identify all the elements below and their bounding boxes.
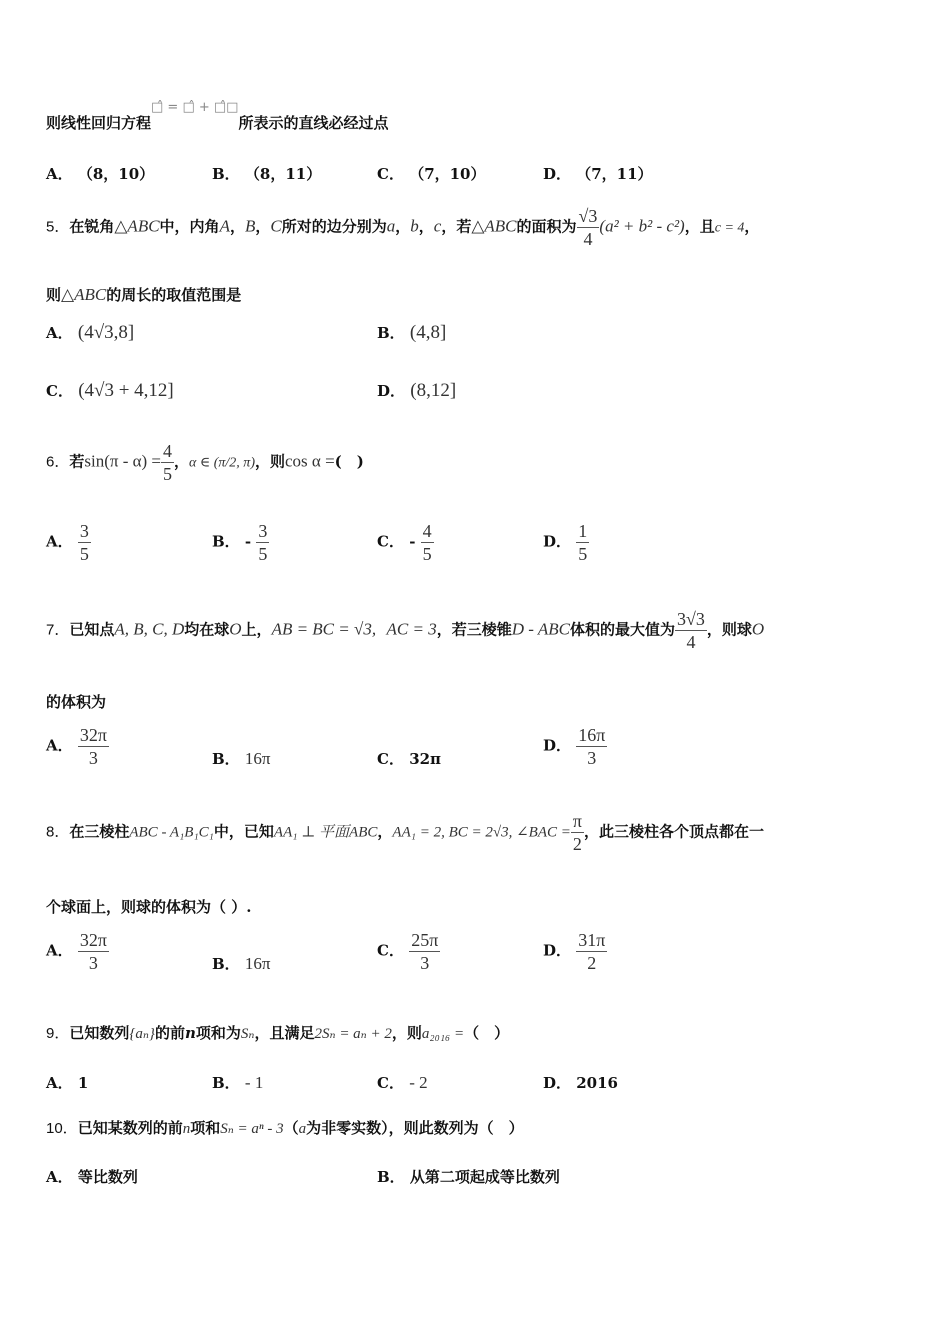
option-label: B． <box>212 955 240 973</box>
option-fraction <box>256 520 269 565</box>
option-text: - 1 <box>244 1073 264 1092</box>
option-fraction <box>78 929 109 974</box>
option-fraction <box>421 520 434 565</box>
frac-num: 31π <box>578 930 606 950</box>
option-label: D． <box>543 165 572 183</box>
q9-ask: a₂₀₁₆ = <box>421 1026 465 1042</box>
q7-stem-line2 <box>46 691 910 712</box>
q7-text: 上， <box>241 620 272 639</box>
frac-den: 5 <box>163 464 173 484</box>
var-a: a <box>298 1121 307 1137</box>
q10-text: 已知某数列的前 <box>77 1119 183 1137</box>
q10-text: 为非零实数），则此数列为（ ） <box>306 1119 524 1137</box>
option-text: 1 <box>77 1074 89 1092</box>
option-fraction <box>576 929 607 974</box>
q7-option-c[interactable] <box>377 748 441 769</box>
frac-num: 16π <box>578 725 606 745</box>
option-label: C． <box>377 941 404 960</box>
option-label: C． <box>377 532 404 551</box>
option-label: A． <box>46 532 73 551</box>
q5-text: ，且 <box>684 217 715 236</box>
option-fraction <box>576 520 589 565</box>
q7-text: 已知点 <box>69 620 115 639</box>
question-number: 7． <box>46 621 70 639</box>
frac-num: 3√3 <box>677 609 705 629</box>
option-label: D． <box>543 1074 572 1092</box>
q10-option-b[interactable] <box>377 1166 560 1187</box>
q4-equation: □̂ = □̂ + □̂□ <box>151 100 239 115</box>
q7-text: ，则球 <box>706 620 752 639</box>
option-expr: (4√3,8] <box>77 322 135 343</box>
angle-fraction <box>571 810 584 855</box>
frac-num: 32π <box>79 725 107 745</box>
option-label: B． <box>212 1074 240 1092</box>
option-label: D． <box>377 382 406 400</box>
q9-option-b[interactable] <box>212 1072 263 1093</box>
sphere-o: O <box>751 619 765 639</box>
option-label: D． <box>543 736 572 755</box>
q6-ask: cos α = <box>285 451 335 471</box>
frac-den: 5 <box>258 544 268 564</box>
option-label: A． <box>46 736 73 755</box>
question-number: 10． <box>46 1120 78 1137</box>
q5-text: 在锐角 <box>69 217 115 236</box>
q9-option-d[interactable] <box>543 1072 618 1093</box>
q9-stem <box>46 1022 910 1043</box>
question-number: 6． <box>46 453 70 471</box>
triangle-abc: △ABC <box>114 216 160 236</box>
sequence: {aₙ} <box>129 1026 155 1042</box>
q8-condition: AA₁ = 2, BC = 2√3, ∠BAC = <box>392 824 571 841</box>
q4-option-d[interactable] <box>543 163 653 184</box>
option-expr: (4√3 + 4,12] <box>78 380 174 401</box>
q4-text-tail: 所表示的直线必经过点 <box>238 114 389 132</box>
q6-option-b[interactable] <box>212 520 269 565</box>
q4-option-c[interactable] <box>377 163 486 184</box>
q5-option-a[interactable] <box>46 322 134 344</box>
q8-option-b[interactable] <box>212 953 271 974</box>
question-number: 9． <box>46 1025 70 1042</box>
option-text: （8，10） <box>77 165 155 183</box>
q9-option-c[interactable] <box>377 1072 428 1093</box>
frac-den: 4 <box>583 229 593 249</box>
option-text: 16π <box>244 749 271 768</box>
q4-option-b[interactable] <box>212 163 321 184</box>
var-a: a <box>386 216 396 236</box>
option-sign: - <box>244 532 252 551</box>
option-text: 16π <box>244 954 271 973</box>
option-text: 32π <box>409 750 442 768</box>
q6-stem: 6．若sin(π - α) = $\frac{4}{5}$ ，α ∈ (π/2, π)，则cos α =( ) <box>46 441 364 484</box>
q10-option-a[interactable] <box>46 1166 138 1187</box>
sphere-o: O <box>229 619 242 639</box>
frac-den: 5 <box>578 544 588 564</box>
var-b: b <box>410 216 419 236</box>
frac-num: 1 <box>578 521 588 541</box>
option-label: B． <box>212 165 240 183</box>
q5-text: 的面积为 <box>516 217 577 236</box>
frac-den: 3 <box>88 748 98 768</box>
answer-blank: ( ) <box>334 452 364 471</box>
var-a-cap: A <box>219 216 230 236</box>
q8-text: ，此三棱柱各个顶点都在一 <box>583 822 764 841</box>
option-fraction <box>409 929 440 974</box>
option-label: A． <box>46 324 73 342</box>
q6-lhs: sin(π - α) = <box>84 451 162 471</box>
q10-text: （ <box>283 1119 299 1137</box>
q9-text: 项和为 <box>195 1024 241 1042</box>
q9-relation: 2Sₙ = aₙ + 2 <box>314 1026 392 1042</box>
q7-option-a[interactable] <box>46 724 109 769</box>
q7-points: A, B, C, D <box>114 619 185 639</box>
triangle-abc: △ABC <box>61 285 107 304</box>
frac-num: 4 <box>422 521 432 541</box>
option-text: （8，11） <box>244 165 322 183</box>
q9-text: 的前 <box>154 1024 185 1042</box>
var-sn: Sₙ <box>240 1026 255 1042</box>
q9-text: ，则 <box>391 1024 422 1042</box>
q7-text: ，若三棱锥 <box>436 620 512 639</box>
option-label: C． <box>377 750 404 768</box>
option-label: A． <box>46 1074 73 1092</box>
pyramid: D - ABC <box>511 619 570 639</box>
area-expression: (a² + b² - c²) <box>599 216 685 236</box>
option-text: 等比数列 <box>77 1168 138 1186</box>
question-number: 5． <box>46 218 70 236</box>
area-fraction <box>577 205 600 250</box>
q6-option-c[interactable] <box>377 520 434 565</box>
q6-rhs-fraction <box>161 440 174 485</box>
frac-den: 3 <box>587 748 597 768</box>
option-text: （7，11） <box>576 165 653 183</box>
option-label: A． <box>46 1168 73 1186</box>
frac-num: 3 <box>79 521 89 541</box>
frac-den: 5 <box>79 544 89 564</box>
option-expr: (4,8] <box>409 322 447 343</box>
question-number: 8． <box>46 823 70 841</box>
q5-text: ，若 <box>441 217 472 236</box>
q4-option-a[interactable] <box>46 163 154 184</box>
q5-text: 则 <box>46 286 62 304</box>
q6-text: ，则 <box>254 452 285 471</box>
option-label: B． <box>212 750 240 768</box>
volume-fraction <box>675 608 707 653</box>
option-label: B． <box>212 532 240 551</box>
option-label: C． <box>377 165 404 183</box>
q5-stem-line2 <box>46 284 910 305</box>
q6-option-d[interactable] <box>543 520 589 565</box>
option-label: C． <box>377 1074 404 1092</box>
option-fraction <box>78 724 109 769</box>
q7-eq1: AB = BC = √3, <box>271 619 377 639</box>
option-label: B． <box>377 324 405 342</box>
q7-text: 均在球 <box>184 620 230 639</box>
option-label: B． <box>377 1168 405 1186</box>
q10-relation: Sₙ = aⁿ - 3 <box>220 1121 284 1137</box>
var-c-cap: C <box>270 216 282 236</box>
q5-option-b[interactable] <box>377 322 446 344</box>
frac-den: 3 <box>420 953 430 973</box>
frac-den: 2 <box>587 953 597 973</box>
frac-den: 2 <box>572 834 582 854</box>
q9-text: ，且满足 <box>254 1024 315 1042</box>
q7-option-b[interactable] <box>212 748 271 769</box>
q7-eq2: AC = 3 <box>386 619 437 639</box>
condition-c4: c = 4 <box>714 220 745 236</box>
option-sign: - <box>409 532 416 551</box>
option-expr: (8,12] <box>410 380 457 401</box>
frac-num: √3 <box>578 206 598 226</box>
option-label: D． <box>543 532 572 551</box>
prism: ABC - A₁B₁C₁ <box>129 824 214 841</box>
q8-stem: 8．在三棱柱ABC - A₁B₁C₁中，已知AA₁ ⊥ 平面ABC，AA₁ = 2, BC = 2√3, ∠BAC = $\frac{\pi}{2}$ ，此三棱柱各个顶点都在一 <box>46 811 764 854</box>
triangle-abc: △ABC <box>471 216 517 236</box>
q4-text: 则线性回归方程 <box>46 114 152 132</box>
q9-text: 已知数列 <box>69 1024 130 1042</box>
q8-text: 中，已知 <box>213 822 274 841</box>
q8-text: 个球面上，则球的体积为（ ）. <box>46 898 252 916</box>
option-text: 2016 <box>576 1074 618 1092</box>
q7-stem <box>46 608 910 653</box>
perp-condition: AA₁ ⊥ 平面ABC <box>273 824 378 841</box>
frac-den: 5 <box>422 544 432 564</box>
q10-stem <box>46 1117 910 1138</box>
option-label: C． <box>46 382 73 400</box>
q5-stem: 5．在锐角△ABC中，内角A，B，C所对的边分别为a，b，c，若△ABC的面积为 $\frac{√3}{4}$ (a² + b² - c²)，且c = 4， <box>46 206 760 249</box>
q6-text: 若 <box>69 452 85 471</box>
q6-option-a[interactable] <box>46 520 91 565</box>
option-fraction <box>576 724 607 769</box>
q5-text: 所对的边分别为 <box>281 217 387 236</box>
frac-num: 4 <box>163 441 173 461</box>
var-c: c <box>433 216 442 236</box>
var-n: n <box>184 1024 196 1042</box>
q5-option-c[interactable] <box>46 380 174 402</box>
q10-text: 项和 <box>190 1119 221 1137</box>
q8-option-a[interactable] <box>46 929 109 974</box>
q5-text: 中，内角 <box>159 217 220 236</box>
q9-option-a[interactable] <box>46 1072 88 1093</box>
q8-text: 在三棱柱 <box>69 822 130 841</box>
q7-text: 的体积为 <box>46 693 107 711</box>
frac-den: 4 <box>686 632 696 652</box>
q4-stem <box>46 100 910 133</box>
q8-stem-line2 <box>46 896 910 917</box>
q7-text: 体积的最大值为 <box>570 620 676 639</box>
frac-num: 32π <box>79 930 107 950</box>
option-fraction <box>78 520 91 565</box>
q5-text: 的周长的取值范围是 <box>106 286 242 304</box>
q6-condition: α ∈ (π/2, π) <box>189 455 255 471</box>
frac-den: 3 <box>88 953 98 973</box>
answer-blank: （ ） <box>464 1024 510 1042</box>
option-text: （7，10） <box>409 165 486 183</box>
q7-option-d[interactable] <box>543 724 607 769</box>
q8-option-c[interactable] <box>377 929 440 974</box>
q8-option-d[interactable] <box>543 929 607 974</box>
frac-num: π <box>572 811 582 831</box>
option-text: 从第二项起成等比数列 <box>409 1168 560 1186</box>
var-b-cap: B <box>244 216 256 236</box>
var-n: n <box>182 1121 191 1137</box>
frac-num: 25π <box>411 930 439 950</box>
option-text: - 2 <box>409 1073 428 1092</box>
option-label: A． <box>46 165 73 183</box>
frac-num: 3 <box>258 521 268 541</box>
option-label: D． <box>543 941 572 960</box>
q5-option-d[interactable] <box>377 380 456 402</box>
option-label: A． <box>46 941 73 960</box>
